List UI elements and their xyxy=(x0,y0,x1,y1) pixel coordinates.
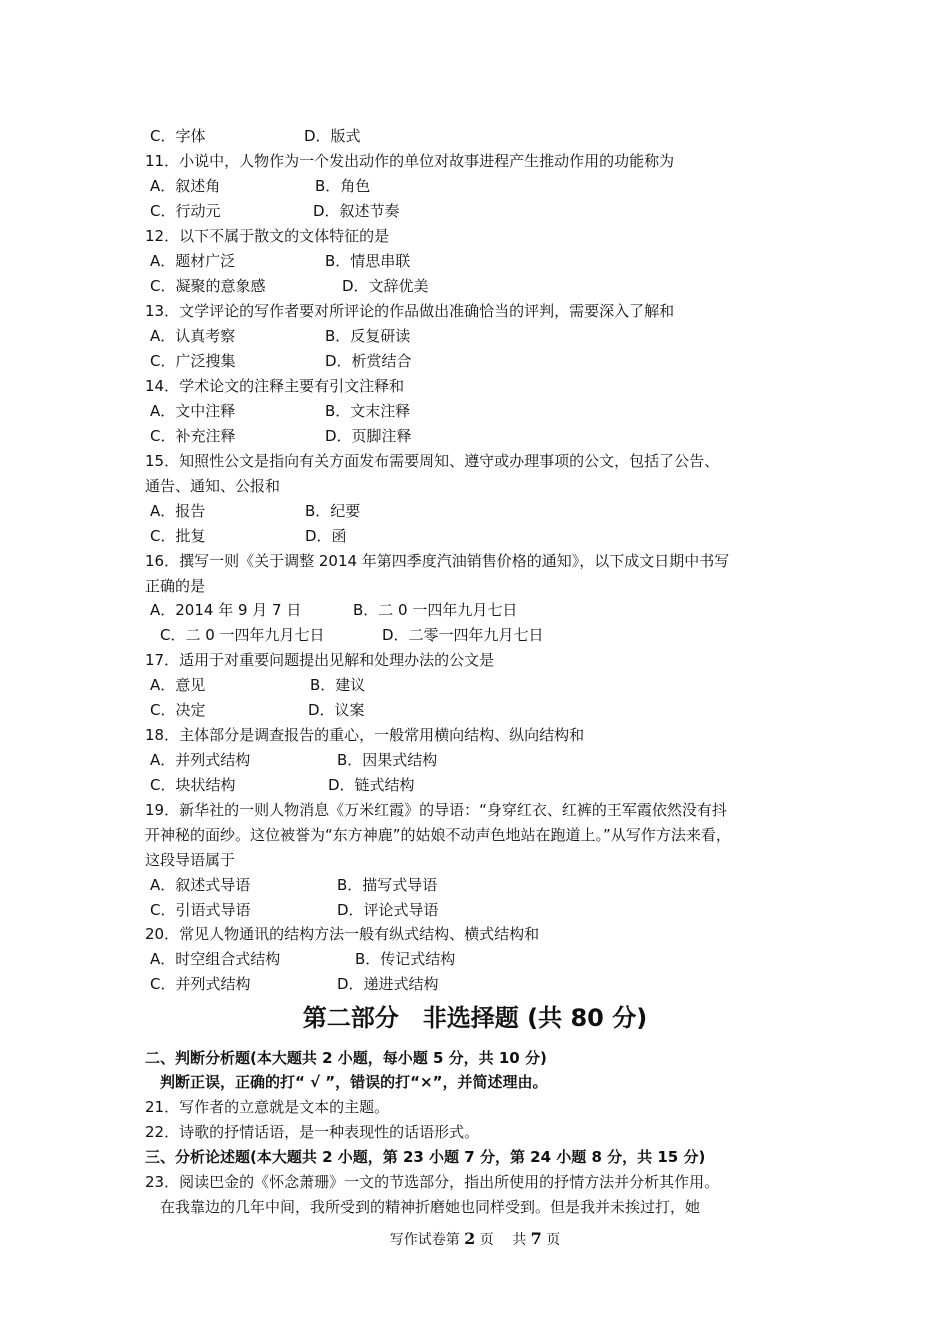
footer-total-pages: 7 xyxy=(530,1229,542,1248)
question-19-continued: 开神秘的面纱。这位被誉为“东方神鹿”的姑娘不动声色地站在跑道上。”从写作方法来看， xyxy=(145,826,731,844)
question-20: 20．常见人物通讯的结构方法一般有纵式结构、横式结构和 xyxy=(145,925,540,943)
question-15-continued: 通告、通知、公报和 xyxy=(145,477,281,495)
option-b: B．因果式结构 xyxy=(337,751,438,769)
option-c: C．字体 xyxy=(150,127,206,145)
section2-instruction: 判断正误，正确的打“ √ ”，错误的打“×”，并简述理由。 xyxy=(160,1073,548,1091)
option-b: B．建议 xyxy=(310,676,366,694)
question-18: 18．主体部分是调查报告的重心，一般常用横向结构、纵向结构和 xyxy=(145,726,585,744)
option-d: D．评论式导语 xyxy=(337,901,439,919)
option-c: C．补充注释 xyxy=(150,427,236,445)
option-c: C．引语式导语 xyxy=(150,901,251,919)
option-d: D．议案 xyxy=(308,701,365,719)
question-11: 11．小说中，人物作为一个发出动作的单位对故事进程产生推动作用的功能称为 xyxy=(145,152,675,170)
option-c: C．决定 xyxy=(150,701,206,719)
question-12: 12．以下不属于散文的文体特征的是 xyxy=(145,227,390,245)
option-a: A．叙述式导语 xyxy=(150,876,251,894)
option-c: C．块状结构 xyxy=(150,776,236,794)
page-footer xyxy=(0,1229,950,1250)
section2-heading: 二、判断分析题(本大题共 2 小题，每小题 5 分，共 10 分) xyxy=(145,1049,547,1067)
question-13: 13．文学评论的写作者要对所评论的作品做出准确恰当的评判，需要深入了解和 xyxy=(145,302,675,320)
part-title: 第二部分 非选择题 (共 80 分) xyxy=(302,1004,648,1032)
option-d: D．析赏结合 xyxy=(325,352,412,370)
option-c: C．行动元 xyxy=(150,202,221,220)
footer-suffix: 页 xyxy=(546,1232,561,1248)
footer-page-number: 2 xyxy=(464,1229,476,1248)
option-d: D．二零一四年九月七日 xyxy=(382,626,544,644)
option-a: A．题材广泛 xyxy=(150,252,236,270)
option-b: B．二 0 一四年九月七日 xyxy=(353,601,518,619)
option-b: B．角色 xyxy=(315,177,371,195)
option-a: A．时空组合式结构 xyxy=(150,950,281,968)
option-a: A．意见 xyxy=(150,676,206,694)
question-19-continued: 这段导语属于 xyxy=(145,851,236,869)
option-a: A．报告 xyxy=(150,502,206,520)
option-a: A．并列式结构 xyxy=(150,751,251,769)
option-d: D．页脚注释 xyxy=(325,427,412,445)
passage-text: 在我靠边的几年中间，我所受到的精神折磨她也同样受到。但是我并未挨过打，她 xyxy=(160,1198,701,1216)
option-d: D．版式 xyxy=(304,127,361,145)
question-16: 16．撰写一则《关于调整 2014 年第四季度汽油销售价格的通知》，以下成文日期中书写 xyxy=(145,552,730,570)
footer-middle: 页 共 xyxy=(479,1232,527,1248)
question-17: 17．适用于对重要问题提出见解和处理办法的公文是 xyxy=(145,651,495,669)
option-d: D．函 xyxy=(305,527,347,545)
option-a: A．2014 年 9 月 7 日 xyxy=(150,601,302,619)
option-b: B．纪要 xyxy=(305,502,361,520)
option-b: B．文末注释 xyxy=(325,402,411,420)
option-b: B．描写式导语 xyxy=(337,876,438,894)
option-c: C．广泛搜集 xyxy=(150,352,236,370)
option-b: B．情思串联 xyxy=(325,252,411,270)
question-14: 14．学术论文的注释主要有引文注释和 xyxy=(145,377,405,395)
option-b: B．传记式结构 xyxy=(355,950,456,968)
option-a: A．叙述角 xyxy=(150,177,221,195)
question-22: 22．诗歌的抒情话语，是一种表现性的话语形式。 xyxy=(145,1123,480,1141)
option-d: D．递进式结构 xyxy=(337,975,439,993)
question-16-continued: 正确的是 xyxy=(145,577,206,595)
option-b: B．反复研读 xyxy=(325,327,411,345)
option-c: C．批复 xyxy=(150,527,206,545)
option-a: A．文中注释 xyxy=(150,402,236,420)
option-a: A．认真考察 xyxy=(150,327,236,345)
question-19: 19．新华社的一则人物消息《万米红霞》的导语：“身穿红衣、红裤的王军霞依然没有抖 xyxy=(145,801,727,819)
option-c: C．凝聚的意象感 xyxy=(150,277,266,295)
section3-heading: 三、分析论述题(本大题共 2 小题，第 23 小题 7 分，第 24 小题 8 分，共 15 分) xyxy=(145,1148,706,1166)
option-d: D．文辞优美 xyxy=(342,277,429,295)
footer-prefix: 写作试卷第 xyxy=(389,1232,460,1248)
question-15: 15．知照性公文是指向有关方面发布需要周知、遵守或办理事项的公文，包括了公告、 xyxy=(145,452,720,470)
option-c: C．二 0 一四年九月七日 xyxy=(160,626,325,644)
option-d: D．叙述节奏 xyxy=(313,202,400,220)
question-23: 23．阅读巴金的《怀念萧珊》一文的节选部分，指出所使用的抒情方法并分析其作用。 xyxy=(145,1173,720,1191)
option-d: D．链式结构 xyxy=(328,776,415,794)
question-21: 21．写作者的立意就是文本的主题。 xyxy=(145,1098,390,1116)
option-c: C．并列式结构 xyxy=(150,975,251,993)
